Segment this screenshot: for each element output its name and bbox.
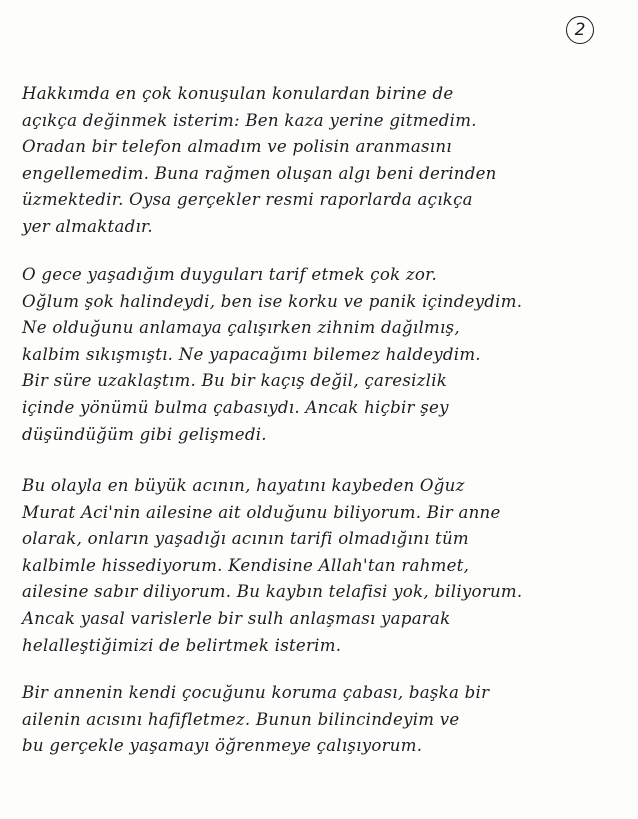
text-line: Oradan bir telefon almadım ve polisin aranmasını xyxy=(22,137,452,157)
paragraph-4 xyxy=(22,680,626,760)
text-line: helalleştiğimizi de belirtmek isterim. xyxy=(22,635,342,655)
text-line: bu gerçekle yaşamayı öğrenmeye çalışıyorum. xyxy=(22,736,423,756)
text-line: Bu olayla en büyük acının, hayatını kaybeden Oğuz xyxy=(22,476,465,495)
text-line: Hakkımda en çok konuşulan konulardan birine de xyxy=(22,84,454,103)
text-line: Bir annenin kendi çocuğunu koruma çabası, başka bir xyxy=(22,683,490,702)
text-line: ailenin acısını hafifletmez. Bunun bilincindeyim ve xyxy=(22,709,460,729)
text-line: O gece yaşadığım duyguları tarif etmek çok zor. xyxy=(22,265,438,284)
text-line: açıkça değinmek isterim: Ben kaza yerine gitmedim. xyxy=(22,110,477,130)
paragraph-2 xyxy=(22,262,626,448)
text-line: üzmektedir. Oysa gerçekler resmi raporlarda açıkça xyxy=(22,190,473,210)
text-line: düşündüğüm gibi gelişmedi. xyxy=(22,424,267,444)
text-line: Bir süre uzaklaştım. Bu bir kaçış değil, çaresizlik xyxy=(22,371,448,391)
text-line: yer almaktadır. xyxy=(22,216,153,236)
text-line: ailesine sabır diliyorum. Bu kaybın telafisi yok, biliyorum. xyxy=(22,582,523,602)
text-line: içinde yönümü bulma çabasıydı. Ancak hiçbir şey xyxy=(22,397,449,417)
text-line: olarak, onların yaşadığı acının tarifi olmadığını tüm xyxy=(22,529,469,549)
text-line: Oğlum şok halindeydi, ben ise korku ve panik içindeydim. xyxy=(22,291,523,311)
paragraph-1 xyxy=(22,81,626,241)
text-line: Ne olduğunu anlamaya çalışırken zihnim dağılmış, xyxy=(22,318,460,338)
text-line: kalbimle hissediyorum. Kendisine Allah'tan rahmet, xyxy=(22,555,470,575)
page-number-circled: 2 xyxy=(566,16,594,44)
text-line: kalbim sıkışmıştı. Ne yapacağımı bilemez haldeydim. xyxy=(22,344,481,364)
text-line: Murat Aci'nin ailesine ait olduğunu biliyorum. Bir anne xyxy=(22,502,501,522)
text-line: Ancak yasal varislerle bir sulh anlaşması yaparak xyxy=(22,608,451,628)
text-line: engellemedim. Buna rağmen oluşan algı beni derinden xyxy=(22,163,497,183)
paragraph-3 xyxy=(22,473,626,659)
